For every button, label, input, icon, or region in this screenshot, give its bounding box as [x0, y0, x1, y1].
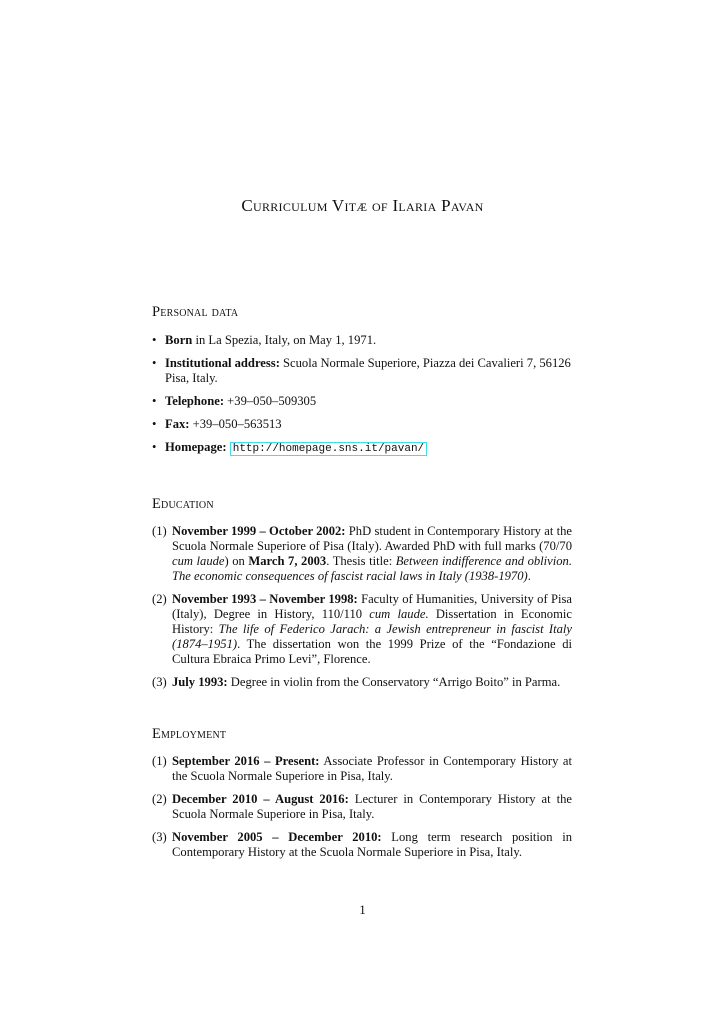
bullet-icon: • [152, 440, 157, 454]
item-italic: cum laude. [369, 607, 429, 621]
item-text: Degree in violin from the Conservatory “Arrigo Boito” in Parma. [227, 675, 561, 689]
item-date: December 2010 – August 2016: [172, 792, 349, 806]
page-number: 1 [359, 902, 366, 917]
item-number: (2) [152, 792, 167, 806]
item-date: November 1999 – October 2002: [172, 524, 346, 538]
item-date: November 2005 – December 2010: [172, 830, 382, 844]
item-number: (1) [152, 754, 167, 768]
telephone-text: +39–050–509305 [224, 394, 317, 408]
bullet-icon: • [152, 417, 157, 431]
section-heading-employment: Employment [152, 726, 227, 742]
item-text: Dissertation in Economic History: [172, 607, 572, 636]
homepage-label: Homepage: [165, 440, 227, 454]
list-item [152, 440, 572, 457]
item-date: September 2016 – Present: [172, 754, 320, 768]
employment-list [152, 754, 572, 868]
item-text: . The dissertation won the 1999 Prize of the “Fondazione di Cultura Ebraica Primo Levi”, Florence. [172, 637, 572, 666]
page-title: Curriculum Vitæ of Ilaria Pavan [241, 196, 484, 215]
bullet-icon: • [152, 394, 157, 408]
item-date: November 1993 – November 1998: [172, 592, 358, 606]
item-number: (3) [152, 675, 167, 689]
item-italic: cum laude [172, 554, 225, 568]
list-item [152, 356, 572, 386]
telephone-label: Telephone: [165, 394, 225, 408]
item-date: July 1993: [172, 675, 228, 689]
item-text: PhD student in Contemporary History at the Scuola Normale Superiore of Pisa (Italy). Awarded PhD with full marks (70/70 [172, 524, 572, 553]
personal-data-list [152, 333, 572, 465]
item-bold: March 7, 2003 [248, 554, 327, 568]
education-list [152, 524, 572, 698]
bullet-icon: • [152, 356, 157, 370]
item-number: (1) [152, 524, 167, 538]
born-text: in La Spezia, Italy, on May 1, 1971. [192, 333, 377, 347]
item-text: Associate Professor in Contemporary History at the Scuola Normale Superiore in Pisa, Italy. [172, 754, 572, 783]
section-heading-education: Education [152, 496, 214, 512]
list-item [152, 754, 572, 784]
item-number: (2) [152, 592, 167, 606]
address-text: Scuola Normale Superiore, Piazza dei Cavalieri 7, 56126 Pisa, Italy. [165, 356, 571, 385]
item-text: ) on [224, 554, 249, 568]
list-item [152, 417, 572, 432]
bullet-icon: • [152, 333, 157, 347]
list-item [152, 675, 572, 690]
list-item [152, 592, 572, 667]
list-item [152, 524, 572, 584]
homepage-link[interactable]: http://homepage.sns.it/pavan/ [230, 442, 427, 456]
dissertation-title: The life of Federico Jarach: a Jewish entrepreneur in fascist Italy (1874–1951) [172, 622, 572, 651]
item-number: (3) [152, 830, 167, 844]
fax-text: +39–050–563513 [189, 417, 282, 431]
list-item [152, 792, 572, 822]
list-item [152, 333, 572, 348]
thesis-title: Between indifference and oblivion. The economic consequences of fascist racial laws in Italy (1938-1970) [172, 554, 572, 583]
item-text: Lecturer in Contemporary History at the Scuola Normale Superiore in Pisa, Italy. [172, 792, 572, 821]
born-label: Born [165, 333, 193, 347]
item-text: . [527, 569, 531, 583]
item-text: Faculty of Humanities, University of Pisa (Italy), Degree in History, 110/110 [172, 592, 572, 621]
item-text: . Thesis title: [326, 554, 396, 568]
item-text: Long term research position in Contemporary History at the Scuola Normale Superiore in Pisa, Italy. [172, 830, 573, 859]
fax-label: Fax: [165, 417, 190, 431]
list-item [152, 830, 572, 860]
section-heading-personal: Personal data [152, 304, 239, 320]
list-item [152, 394, 572, 409]
address-label: Institutional address: [165, 356, 280, 370]
